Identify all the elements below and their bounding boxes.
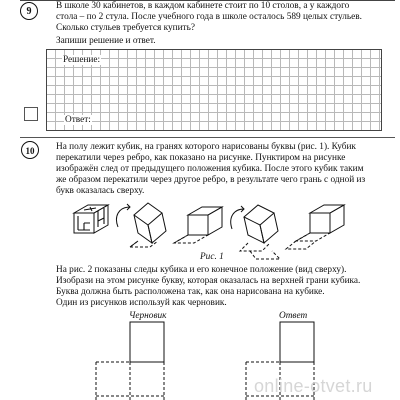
task-9-instruction: Запиши решение и ответ. bbox=[56, 36, 156, 46]
task-9-line-1: В школе 30 кабинетов, в каждом кабинете стоит по 10 столов, а у каждого bbox=[56, 1, 350, 11]
task-10-line-2: перекатили через ребро, как показано на рисунке. Пунктиром на рисунке bbox=[56, 153, 346, 163]
task-10-line-5: букв оказалась сверху. bbox=[56, 186, 145, 196]
rolled-cube bbox=[174, 207, 222, 243]
final-cube bbox=[286, 205, 344, 249]
tilted-cube-1 bbox=[130, 203, 166, 247]
task-9-line-2: стола – по 2 стула. После учебного года в школе осталось 589 целых стульев. bbox=[56, 12, 362, 22]
task-separator bbox=[20, 137, 395, 138]
task-9-answer-checkbox[interactable] bbox=[24, 107, 38, 121]
task-10-line-7: Изобрази на этом рисунке букву, которая оказалась на верхней грани кубика. bbox=[56, 276, 361, 286]
roll-arrow-2 bbox=[231, 209, 244, 229]
task-10-number: 10 bbox=[21, 141, 39, 159]
figure-1-caption: Рис. 1 bbox=[200, 252, 224, 262]
task-10-line-4: же образом перекатили через другое ребро, в результате чего грань с одной из bbox=[56, 175, 366, 185]
lettered-cube bbox=[74, 205, 108, 233]
tilted-cube-2 bbox=[240, 205, 280, 259]
task-10-line-8: Буква должна быть расположена так, как она нарисована на кубике. bbox=[56, 287, 325, 297]
draft-figure[interactable] bbox=[90, 320, 210, 400]
watermark: online-otvet.ru bbox=[254, 376, 373, 396]
task-10-line-6: На рис. 2 показаны следы кубика и его конечное положение (вид сверху). bbox=[56, 265, 347, 275]
task-9-line-3: Сколько стульев требуется купить? bbox=[56, 23, 195, 33]
task-9-answer-label: Ответ: bbox=[65, 115, 91, 125]
draft-label: Черновик bbox=[129, 311, 167, 321]
task-10-line-1: На полу лежит кубик, на гранях которого нарисованы буквы (рис. 1). Кубик bbox=[56, 142, 356, 152]
roll-arrow-1 bbox=[117, 207, 131, 227]
answer-figure-label: Ответ bbox=[279, 311, 308, 321]
task-10-line-9: Один из рисунков используй как черновик. bbox=[56, 298, 227, 308]
task-10-line-3: изображён след от предыдущего положения кубика. После этого кубик таким bbox=[56, 164, 364, 174]
solution-label: Решение: bbox=[63, 55, 101, 65]
task-9-number: 9 bbox=[20, 2, 38, 20]
